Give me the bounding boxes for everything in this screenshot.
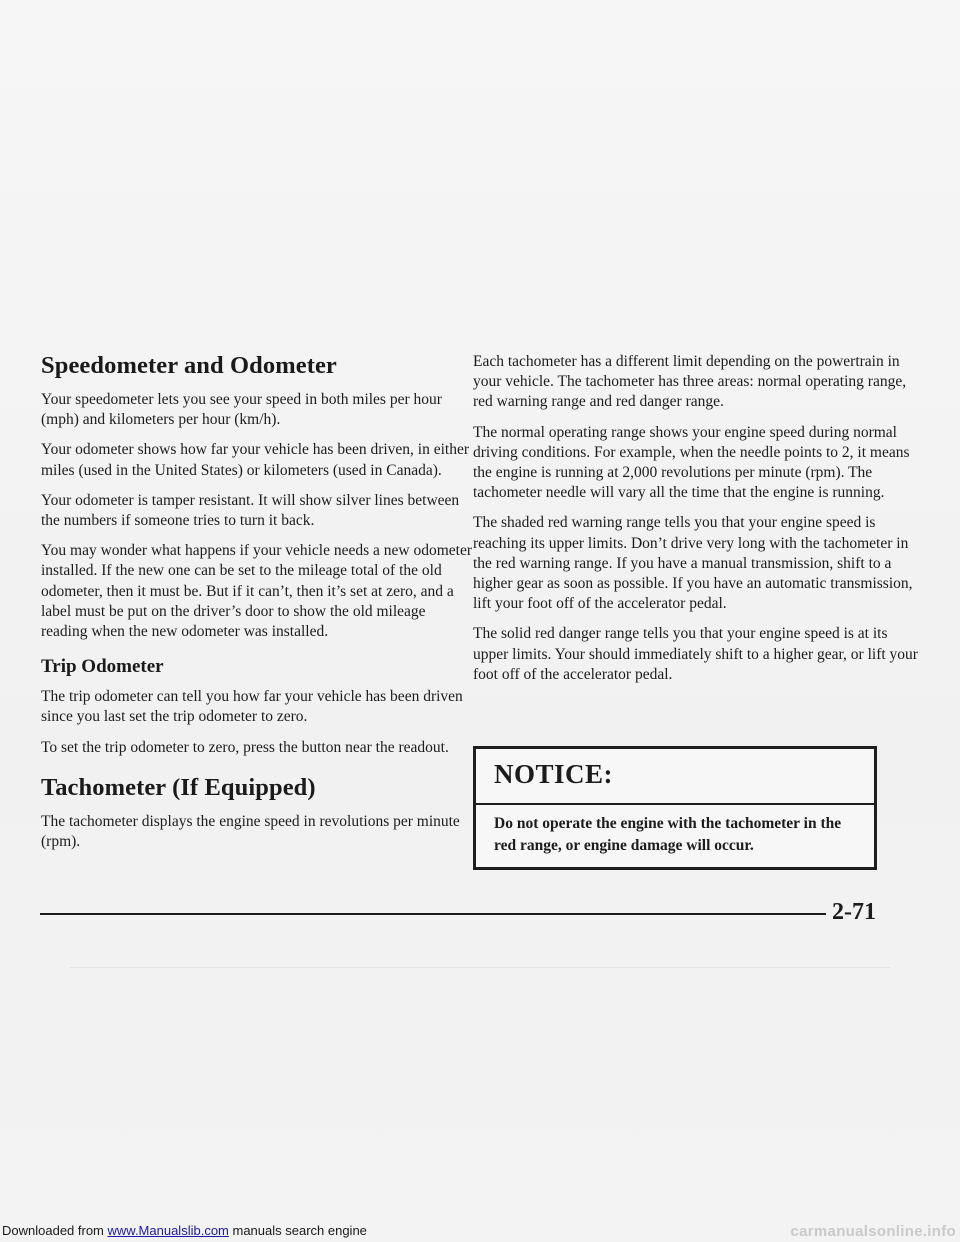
manualslib-link[interactable]: www.Manualslib.com	[107, 1223, 229, 1238]
download-footer	[2, 1223, 367, 1238]
left-column	[41, 352, 473, 862]
paragraph-speedometer: Your speedometer lets you see your speed in both miles per hour (mph) and kilometers per hour (km/h).	[41, 391, 442, 429]
paragraph-trip-odometer: The trip odometer can tell you how far your vehicle has been driven since you last set the trip odometer to zero.	[41, 688, 463, 726]
paragraph-odometer: Your odometer shows how far your vehicle has been driven, in either miles (used in the United States) or kilometers (used in Canada).	[41, 441, 470, 479]
paragraph-tachometer-limits: Each tachometer has a different limit depending on the powertrain in your vehicle. The tachometer has three areas: normal operating range, red warning range and red danger range.	[473, 353, 907, 411]
notice-text: Do not operate the engine with the tachometer in the red range, or engine damage will occur.	[494, 815, 842, 854]
notice-box	[473, 746, 877, 870]
heading-speedometer-odometer: Speedometer and Odometer	[41, 352, 337, 379]
paragraph-trip-reset: To set the trip odometer to zero, press the button near the readout.	[41, 738, 449, 756]
right-column	[473, 352, 921, 695]
page-number: 2-71	[832, 899, 876, 925]
paragraph-danger-range: The solid red danger range tells you that your engine speed is at its upper limits. Your should immediately shift to a higher gear, or lift your foot off of the accelerator pedal.	[473, 625, 918, 683]
heading-trip-odometer: Trip Odometer	[41, 656, 164, 678]
paragraph-warning-range: The shaded red warning range tells you that your engine speed is reaching its upper limits. Don’t drive very long with the tachometer in the red warning range. If you have a manual transmission, shift to a higher gear as soon as possible. If you have an automatic transmission, lift your foot off of the accelerator pedal.	[473, 514, 913, 613]
paragraph-normal-range: The normal operating range shows your engine speed during normal driving conditions. For example, when the needle points to 2, it means the engine is running at 2,000 revolutions per minute (rpm). The tachometer needle will vary all the time that the engine is running.	[473, 423, 910, 502]
scan-line	[70, 967, 890, 968]
paragraph-new-odometer: You may wonder what happens if your vehicle needs a new odometer installed. If the new one can be set to the mileage total of the old odometer, then it must be. But if it can’t, then it’s set at zero, and a label must be put on the driver’s door to show the old mileage reading when the new odometer was installed.	[41, 542, 473, 641]
paragraph-tachometer: The tachometer displays the engine speed in revolutions per minute (rpm).	[41, 812, 460, 851]
footer-suffix: manuals search engine	[228, 1223, 367, 1238]
footer-rule	[40, 913, 826, 915]
watermark-text: carmanualsonline.info	[790, 1223, 956, 1240]
footer-prefix: Downloaded from	[2, 1223, 108, 1238]
heading-tachometer: Tachometer (If Equipped)	[41, 773, 316, 801]
paragraph-tamper: Your odometer is tamper resistant. It will show silver lines between the numbers if someone tries to turn it back.	[41, 491, 460, 530]
notice-title: NOTICE:	[476, 749, 874, 805]
